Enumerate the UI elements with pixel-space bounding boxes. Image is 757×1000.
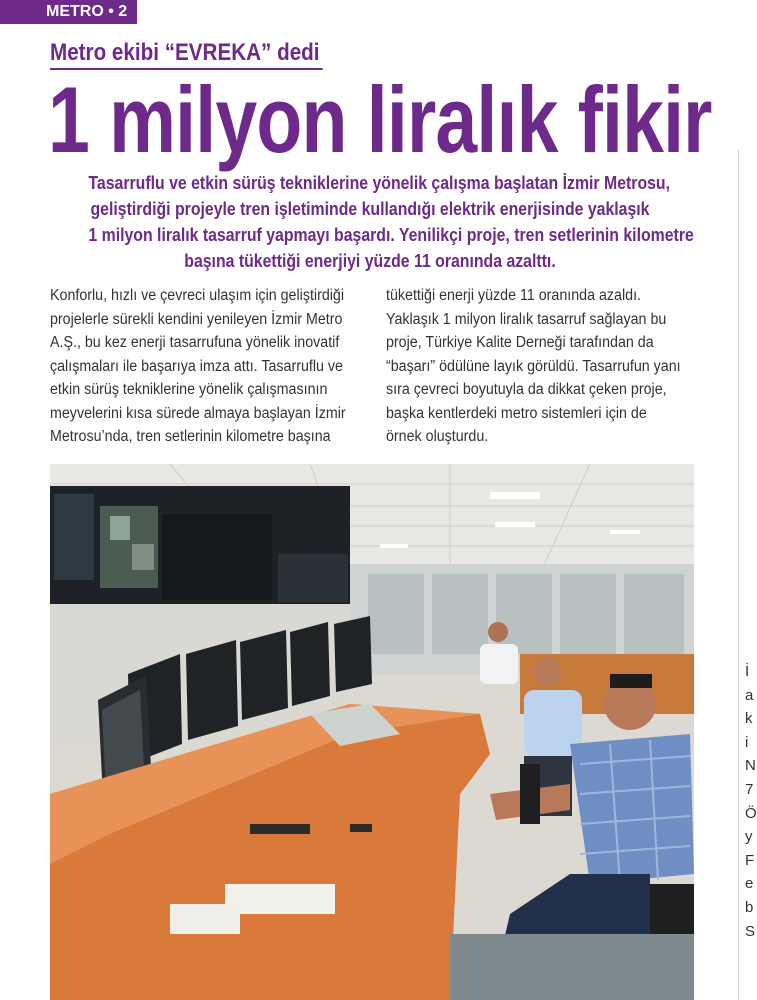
edge-letter: N bbox=[745, 757, 756, 775]
body-line: A.Ş., bu kez enerji tasarrufuna yönelik inovatif bbox=[50, 334, 340, 351]
body-line: etkin sürüş tekniklerine yönelik çalışmasının bbox=[50, 381, 328, 398]
body-line: projelerle sürekli kendini yenileyen İzmir Metro bbox=[50, 310, 343, 328]
edge-letter: Ö bbox=[745, 804, 757, 822]
edge-letter: 7 bbox=[745, 780, 754, 798]
lead-line: 1 milyon liralık tasarruf yapmayı başardı. Yenilikçi proje, tren setlerinin kilometre bbox=[88, 225, 694, 245]
edge-letter: F bbox=[745, 851, 755, 869]
lead-line: geliştirdiği projeyle tren işletiminde kullandığı elektrik enerjisinde yaklaşık bbox=[90, 199, 650, 219]
edge-letter: b bbox=[745, 898, 754, 916]
lead-line: Tasarruflu ve etkin sürüş tekniklerine yönelik çalışma başlatan İzmir Metrosu, bbox=[88, 173, 671, 193]
control-room-photo bbox=[50, 464, 694, 1000]
edge-letter: İ bbox=[745, 663, 750, 680]
body-line: başka kentlerdeki metro sistemleri için de bbox=[386, 404, 647, 422]
edge-letter: e bbox=[745, 875, 754, 893]
body-line: Metrosu’nda, tren setlerinin kilometre başına bbox=[50, 428, 331, 445]
body-line: meyvelerini kısa sürede almaya başlayan İzmir bbox=[50, 404, 346, 422]
body-column-left bbox=[50, 284, 380, 449]
section-tag: METRO • 2 bbox=[0, 0, 137, 24]
body-column-right bbox=[386, 284, 716, 449]
adjacent-column-fragment bbox=[745, 660, 755, 943]
edge-letter: S bbox=[745, 922, 756, 940]
lead-paragraph bbox=[50, 170, 694, 274]
page-title: 1 milyon liralık fikir bbox=[48, 67, 712, 172]
body-line: çalışmaları ile başarıya imza attı. Tasarruflu ve bbox=[50, 357, 343, 375]
body-line: Yaklaşık 1 milyon liralık tasarruf sağlayan bu bbox=[386, 310, 667, 328]
edge-letter: i bbox=[745, 733, 749, 751]
body-line: sıra çevreci boyutuyla da dikkat çeken proje, bbox=[386, 381, 667, 398]
body-line: proje, Türkiye Kalite Derneği tarafından da bbox=[386, 334, 654, 351]
kicker-headline: Metro ekibi “EVREKA” dedi bbox=[50, 38, 323, 70]
edge-letter: y bbox=[745, 828, 753, 846]
body-line: tükettiği enerji yüzde 11 oranında azaldı. bbox=[386, 287, 641, 304]
body-line: Konforlu, hızlı ve çevreci ulaşım için geliştirdiği bbox=[50, 287, 345, 304]
edge-letter: a bbox=[745, 686, 754, 704]
body-line: “başarı” ödülüne layık görüldü. Tasarrufun yanı bbox=[386, 357, 681, 375]
body-line: örnek oluşturdu. bbox=[386, 428, 489, 445]
edge-letter: k bbox=[745, 710, 753, 728]
lead-line: başına tükettiği enerjiyi yüzde 11 oranında azalttı. bbox=[184, 251, 556, 271]
